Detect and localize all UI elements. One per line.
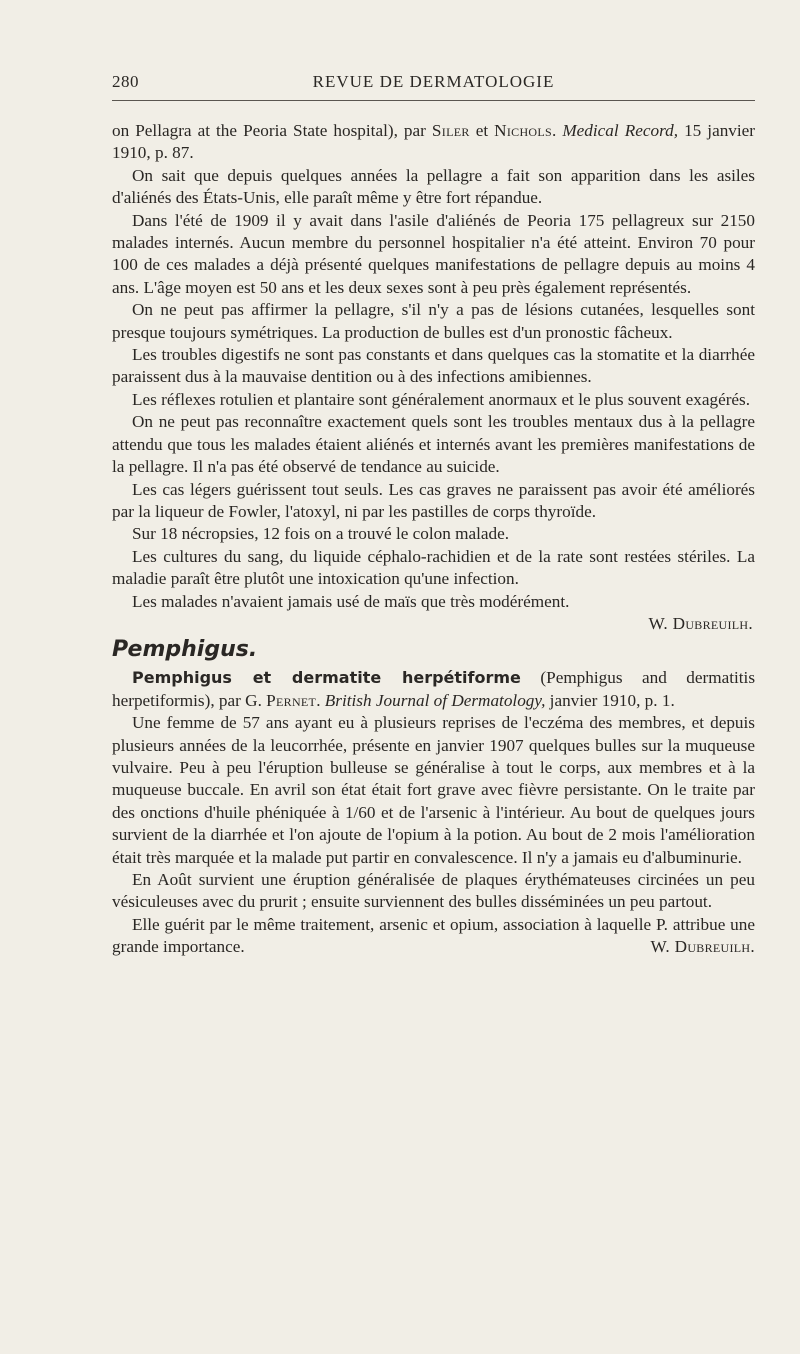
article1-paragraph: Les réflexes rotulien et plantaire sont généralement anormaux et le plus souvent exagérés. — [132, 389, 751, 409]
article2-signature: W. Dubreuilh. — [650, 937, 755, 957]
article2-last-paragraph: Elle guérit par le même traitement, arsenic et opium, association à laquelle P. attribue une grande importance. W. Dubreuilh. — [112, 914, 755, 959]
article1-signature: W. Dubreuilh. — [648, 613, 753, 633]
journal-medical-record: Medical Record, — [562, 121, 679, 140]
article1-paragraph: Sur 18 nécropsies, 12 fois on a trouvé le colon malade. — [132, 524, 510, 544]
author-pernet: Pernet — [266, 690, 317, 710]
article2-title: Pemphigus et dermatite herpétiforme — [132, 668, 521, 688]
journal-british-journal: British Journal of Dermatology, — [324, 690, 546, 710]
article2-citation: Pemphigus et dermatite herpétiforme (Pemphigus and dermatitis herpetiformis), par G. Pernet. British Journal of Dermatology, janvier 1910, p. 1. — [112, 668, 756, 710]
article1-paragraph: Les troubles digestifs ne sont pas constants et dans quelques cas la stomatite et la diarrhée paraissent dus à la mauvaise dentition ou à des infections amibiennes. — [112, 345, 755, 387]
running-title: REVUE DE DERMATOLOGIE — [312, 72, 555, 91]
article2-paragraph: En Août survient une éruption généralisée de plaques érythémateuses circinées un peu vésiculeuses avec du prurit ; ensuite surviennent des bulles disséminées un peu partout. — [112, 870, 755, 912]
article1-paragraph: On sait que depuis quelques années la pellagre a fait son apparition dans les asiles d'aliénés des États-Unis, elle paraît même y être fort répandue. — [112, 165, 755, 208]
article1-paragraph: On ne peut pas reconnaître exactement quels sont les troubles mentaux dus à la pellagre attendu que tous les malades étaient aliénés et internés avant les premières manifestations de la pellagre. Il n'a pas été observé de tendance au suicide. — [112, 412, 755, 477]
page-number: 280 — [112, 72, 139, 91]
author-nichols: Nichols — [494, 121, 553, 140]
article1-paragraph: Les malades n'avaient jamais usé de maïs que très modérément. — [132, 591, 570, 611]
article1-paragraph: Dans l'été de 1909 il y avait dans l'asile d'aliénés de Peoria 175 pellagreux sur 2150 malades internés. Aucun membre du personnel hospitalier n'a été atteint. Environ 70 pour 100 de ces malades a déjà présenté quelques manifestations de pellagre depuis au moins 4 ans. L'âge moyen est 50 ans et les deux sexes sont à peu près également représentés. — [112, 210, 755, 297]
article1-paragraph: Les cultures du sang, du liquide céphalo-rachidien et de la rate sont restées stériles. La maladie paraît être plutôt une intoxication qu'une infection. — [112, 546, 755, 589]
page-body — [112, 120, 755, 959]
article2-paragraph: Une femme de 57 ans ayant eu à plusieurs reprises de l'eczéma des membres, et depuis plusieurs années de la leucorrhée, présente en janvier 1907 quelques bulles sur la muqueuse vulvaire. Peu à peu l'éruption bulleuse se généralise à tout le corps, aux membres et à la muqueuse buccale. En avril son état était fort grave avec fièvre persistante. On le traite par des onctions d'huile phéniquée à 1/60 et de l'arsenic à l'intérieur. Au bout de quelques jours survient de la diarrhée et l'on ajoute de l'opium à la potion. Au bout de 2 mois l'amélioration était très marquée et la malade put partir en convalescence. Il n'y a jamais eu d'albuminurie. — [112, 713, 755, 867]
page-header — [112, 70, 755, 101]
article1-paragraph: On ne peut pas affirmer la pellagre, s'il n'y a pas de lésions cutanées, lesquelles sont presque toujours symétriques. La production de bulles est d'un pronostic fâcheux. — [112, 300, 755, 342]
article1-citation: on Pellagra at the Peoria State hospital), par Siler et Nichols. Medical Record, 15 janvier 1910, p. 87. — [112, 121, 756, 163]
author-siler: Siler — [431, 121, 470, 140]
section-heading: Pemphigus. — [112, 637, 258, 663]
article1-paragraph: Les cas légers guérissent tout seuls. Les cas graves ne paraissent pas avoir été améliorés par la liqueur de Fowler, l'atoxyl, ni par les pastilles de corps thyroïde. — [112, 479, 755, 521]
